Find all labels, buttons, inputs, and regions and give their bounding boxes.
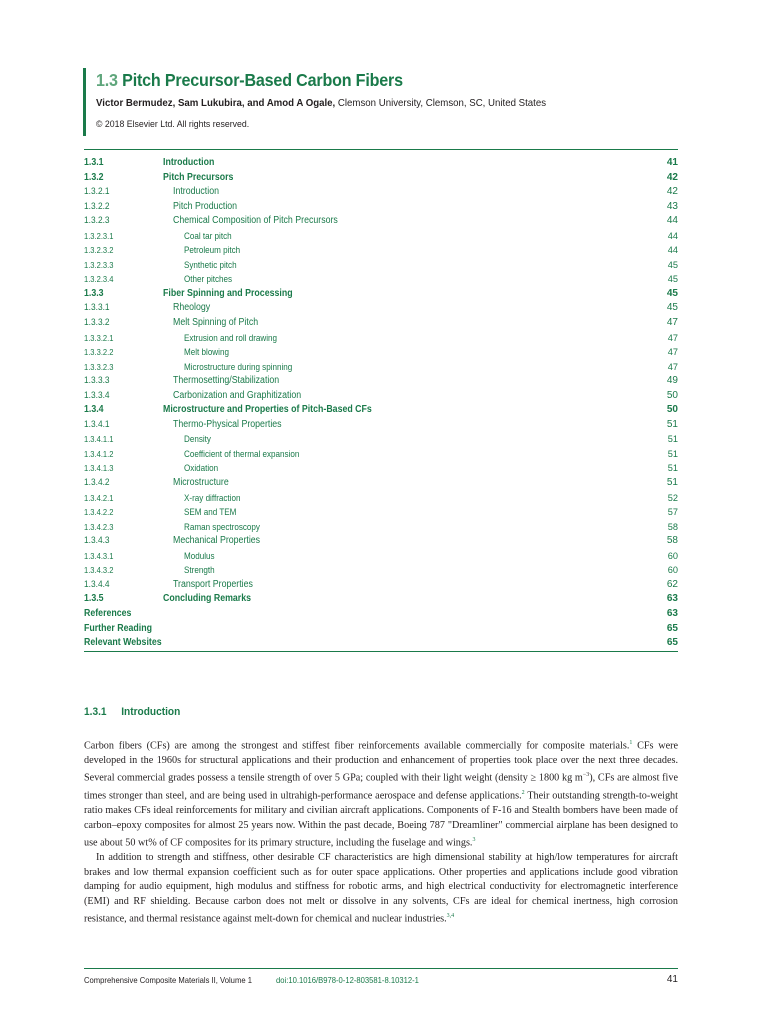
section-title: Introduction: [121, 706, 181, 718]
toc-entry[interactable]: [84, 607, 678, 622]
toc-entry-number: 1.3.2.2: [84, 200, 110, 212]
copyright-text: 2018 Elsevier Ltd. All rights reserved.: [104, 119, 250, 130]
toc-entry-title: Raman spectroscopy: [184, 521, 260, 532]
footer-journal: Comprehensive Composite Materials II, Volume 1: [84, 975, 252, 985]
toc-entry-number: 1.3.4.1.2: [84, 448, 114, 459]
toc-entry-page: 63: [666, 607, 678, 619]
copyright-icon: ©: [96, 119, 103, 130]
toc-bottom-rule: [84, 651, 678, 652]
toc-entry-page: 65: [666, 622, 678, 634]
toc-entry-title: Synthetic pitch: [184, 259, 237, 270]
toc-entry[interactable]: [84, 636, 678, 651]
copyright-line: [96, 119, 648, 130]
toc-entry[interactable]: [84, 418, 678, 433]
toc-entry[interactable]: [84, 243, 678, 258]
toc-entry-number: 1.3.3.3: [84, 375, 110, 387]
toc-entry-title: Pitch Precursors: [163, 171, 234, 183]
toc-entry-page: 47: [666, 317, 678, 329]
toc-entry-page: 58: [666, 535, 678, 547]
toc-entry-number: 1.3.4.1.3: [84, 463, 114, 474]
p1-text-a: Carbon fibers (CFs) are among the strongest and stiffest fiber reinforcements available commercially for composite materials.: [84, 740, 630, 752]
toc-entry-title: Mechanical Properties: [173, 535, 261, 547]
toc-entry-page: 47: [667, 347, 678, 358]
toc-entry-title: Introduction: [173, 186, 219, 198]
toc-entry-number: 1.3.2.1: [84, 186, 110, 198]
toc-entry-title: Thermo-Physical Properties: [173, 418, 282, 430]
toc-entry-page: 47: [667, 361, 678, 372]
toc-entry-number: 1.3.3.2.3: [84, 361, 114, 372]
toc-entry-number: 1.3.2.3: [84, 215, 110, 227]
toc-entry-page: 50: [666, 404, 678, 416]
toc-entry[interactable]: [84, 185, 678, 200]
toc-entry-page: 60: [667, 565, 678, 576]
toc-entry-number: Relevant Websites: [84, 637, 162, 649]
toc-entry-page: 45: [667, 259, 678, 270]
toc-entry[interactable]: [84, 447, 678, 462]
toc-entry-page: 62: [666, 578, 678, 590]
toc-entry-title: Transport Properties: [173, 578, 253, 590]
toc-entry-number: 1.3.3: [84, 287, 104, 299]
toc-entry[interactable]: [84, 403, 678, 418]
toc-entry-title: Concluding Remarks: [163, 593, 252, 605]
toc-entry-page: 51: [667, 434, 678, 445]
author-line: [96, 97, 648, 109]
toc-entry-title: SEM and TEM: [184, 507, 237, 518]
toc-entry[interactable]: [84, 229, 678, 244]
section-number: 1.3.1: [84, 706, 107, 718]
toc-entry-page: 65: [666, 637, 678, 649]
p1-text-b: CFs were developed in the 1960s for structural applications and their production and enhancement of properties took place over the next three decades. Several commercial grades possess a tensile strength of over 5 GPa; coupled with their light weight (density ≥ 1800 kg m: [84, 740, 679, 784]
toc-entry-page: 47: [667, 332, 678, 343]
toc-entry-page: 51: [666, 418, 678, 430]
paragraph-1: [84, 736, 678, 851]
toc-entry-page: 51: [667, 463, 678, 474]
toc-entry-title: Fiber Spinning and Processing: [163, 287, 293, 299]
toc-entry[interactable]: [84, 214, 678, 229]
toc-entry-number: 1.3.4.2: [84, 477, 110, 489]
toc-entry-title: Microstructure: [173, 477, 229, 489]
section-heading: [84, 706, 180, 718]
toc-entry-title: Carbonization and Graphitization: [173, 389, 302, 401]
toc-entry[interactable]: [84, 360, 678, 375]
toc-entry[interactable]: [84, 156, 678, 171]
toc-entry-number: 1.3.4.3.2: [84, 565, 114, 576]
toc-entry-number: 1.3.2.3.1: [84, 230, 114, 241]
citation-ref[interactable]: 3: [472, 837, 476, 844]
toc-entry-number: 1.3.4.1: [84, 418, 110, 430]
p1-text-c: ), CFs are almost five times stronger than steel, and are being used in ultrahigh-performance aerospace and defense applications.: [84, 772, 678, 802]
toc-entry-number: 1.3.3.1: [84, 302, 110, 314]
toc-entry-number: 1.3.2.3.4: [84, 274, 114, 285]
toc-entry[interactable]: [84, 520, 678, 535]
citation-ref[interactable]: 3,4: [446, 913, 455, 920]
unit-exponent: −3: [582, 772, 590, 779]
toc-entry-title: Other pitches: [184, 274, 233, 285]
toc-entry-title: Oxidation: [184, 463, 219, 474]
toc-entry[interactable]: [84, 272, 678, 287]
toc-entry[interactable]: [84, 461, 678, 476]
author-names: Victor Bermudez, Sam Lukubira, and Amod A Ogale,: [96, 97, 336, 109]
toc-entry-page: 57: [667, 507, 678, 518]
toc-entry-title: Microstructure and Properties of Pitch-Based CFs: [163, 404, 372, 416]
toc-top-rule: [84, 149, 678, 150]
toc-entry-title: Introduction: [163, 157, 215, 168]
table-of-contents: [84, 156, 678, 651]
chapter-title: [96, 70, 648, 91]
toc-entry-title: X-ray diffraction: [184, 492, 241, 503]
toc-entry-number: 1.3.3.2: [84, 317, 110, 329]
toc-entry-number: 1.3.4: [84, 404, 104, 416]
toc-entry-page: 45: [666, 287, 678, 299]
toc-entry[interactable]: [84, 287, 678, 302]
footer-page-number: 41: [666, 974, 678, 985]
toc-entry-number: 1.3.2.3.2: [84, 245, 114, 256]
toc-entry-title: Density: [184, 434, 211, 445]
toc-entry[interactable]: [84, 171, 678, 186]
toc-entry-title: Modulus: [184, 550, 215, 561]
toc-entry-page: 50: [666, 389, 678, 401]
p1-text-d: Their outstanding strength-to-weight ratio makes CFs ideal reinforcements for military and civilian aircraft applications. Components of F-16 and Stealth bombers have been made of carbon–epoxy composites for almost 25 years now. Within the past decade, Boeing 787 "Dreamliner" commercial airplane has been designed to use about 50 wt% of CF composites for its primary structure, including the fuselage and wings.: [84, 790, 678, 849]
toc-entry[interactable]: [84, 549, 678, 564]
toc-entry-number: 1.3.4.3.1: [84, 550, 114, 561]
citation-ref[interactable]: 2: [521, 790, 525, 797]
chapter-title-text: Pitch Precursor-Based Carbon Fibers: [122, 70, 403, 90]
toc-entry-page: 49: [666, 375, 678, 387]
toc-entry[interactable]: [84, 491, 678, 506]
toc-entry-page: 45: [667, 274, 678, 285]
toc-entry-number: 1.3.5: [84, 593, 104, 605]
toc-entry[interactable]: [84, 374, 678, 389]
toc-entry[interactable]: [84, 476, 678, 491]
toc-entry-number: 1.3.4.2.1: [84, 492, 114, 503]
toc-entry-title: Coefficient of thermal expansion: [184, 448, 300, 459]
body-text: [84, 736, 678, 927]
toc-entry[interactable]: [84, 258, 678, 273]
toc-entry[interactable]: [84, 622, 678, 637]
chapter-header: [83, 68, 696, 136]
author-affiliation: Clemson University, Clemson, SC, United States: [337, 97, 547, 109]
toc-entry[interactable]: [84, 534, 678, 549]
toc-entry-title: Thermosetting/Stabilization: [173, 375, 280, 387]
toc-entry-number: 1.3.4.2.2: [84, 507, 114, 518]
toc-entry-page: 42: [666, 171, 678, 183]
toc-entry-page: 63: [666, 593, 678, 605]
toc-entry-title: Chemical Composition of Pitch Precursors: [173, 215, 338, 227]
toc-entry-title: Extrusion and roll drawing: [184, 332, 278, 343]
toc-entry-number: Further Reading: [84, 622, 152, 634]
toc-entry-page: 52: [667, 492, 678, 503]
toc-entry-title: Petroleum pitch: [184, 245, 241, 256]
toc-entry-number: 1.3.2: [84, 171, 104, 183]
toc-entry[interactable]: [84, 432, 678, 447]
toc-entry[interactable]: [84, 389, 678, 404]
paragraph-2: [84, 851, 678, 927]
toc-entry[interactable]: [84, 578, 678, 593]
toc-entry-page: 44: [667, 245, 678, 256]
toc-entry-title: Melt Spinning of Pitch: [173, 317, 259, 329]
toc-entry-number: References: [84, 607, 132, 619]
toc-entry[interactable]: [84, 331, 678, 346]
toc-entry[interactable]: [84, 316, 678, 331]
toc-entry-number: 1.3.4.1.1: [84, 434, 114, 445]
toc-entry[interactable]: [84, 345, 678, 360]
toc-entry-number: 1.3.3.2.1: [84, 332, 114, 343]
footer-rule: [84, 968, 678, 969]
toc-entry-title: Pitch Production: [173, 200, 238, 212]
p2-text-a: In addition to strength and stiffness, other desirable CF characteristics are high dimensional stability at high/low temperatures for aircraft brakes and low thermal expansion coefficient such as for outer space applications. Other properties and applications include good vibration damping for audio equipment, high modulus and stiffness for robotic arms, and high electrical conductivity for electromagnetic interference (EMI) and RF shielding. Because carbon does not melt or dissolve in any solvents, CFs are ideal for chemical inertness, high corrosion resistance, and thermal resistance against melt-down for chemical and nuclear industries.: [84, 852, 678, 925]
chapter-number: 1.3: [96, 70, 118, 90]
toc-entry-title: Melt blowing: [184, 347, 229, 358]
toc-entry-number: 1.3.4.2.3: [84, 521, 114, 532]
toc-entry[interactable]: [84, 563, 678, 578]
toc-entry-page: 58: [667, 521, 678, 532]
toc-entry-page: 45: [666, 302, 678, 314]
toc-entry-number: 1.3.3.2.2: [84, 347, 114, 358]
toc-entry-page: 51: [666, 477, 678, 489]
toc-entry-number: 1.3.3.4: [84, 389, 110, 401]
toc-entry-page: 44: [667, 230, 678, 241]
toc-entry-number: 1.3.1: [84, 157, 104, 168]
toc-entry-title: Coal tar pitch: [184, 230, 232, 241]
toc-entry-number: 1.3.2.3.3: [84, 259, 114, 270]
toc-entry-page: 60: [667, 550, 678, 561]
toc-entry-page: 41: [666, 157, 678, 168]
toc-entry[interactable]: [84, 200, 678, 215]
toc-entry-title: Microstructure during spinning: [184, 361, 293, 372]
toc-entry-number: 1.3.4.4: [84, 578, 110, 590]
toc-entry[interactable]: [84, 592, 678, 607]
toc-entry-page: 43: [666, 200, 678, 212]
toc-entry[interactable]: [84, 301, 678, 316]
toc-entry-page: 51: [667, 448, 678, 459]
toc-entry-page: 42: [666, 186, 678, 198]
footer-doi-link[interactable]: doi:10.1016/B978-0-12-803581-8.10312-1: [276, 975, 419, 985]
citation-ref[interactable]: 1: [629, 740, 633, 746]
toc-entry[interactable]: [84, 505, 678, 520]
toc-entry-page: 44: [666, 215, 678, 227]
toc-entry-title: Strength: [184, 565, 215, 576]
toc-entry-title: Rheology: [173, 302, 211, 314]
toc-entry-number: 1.3.4.3: [84, 535, 110, 547]
